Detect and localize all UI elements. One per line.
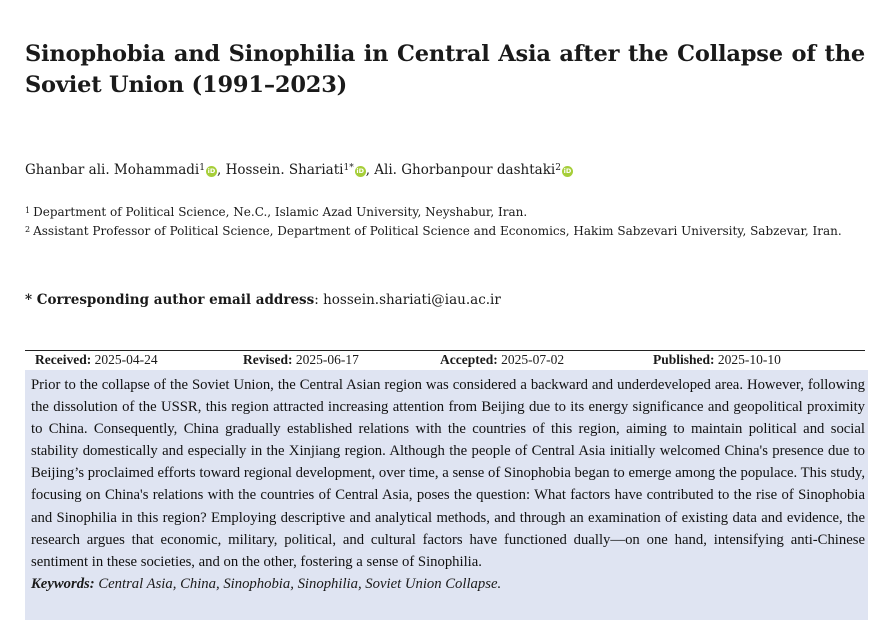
received-date (35, 352, 158, 368)
published-date (653, 352, 781, 368)
revised-date (243, 352, 359, 368)
received-value: 2025-04-24 (94, 352, 158, 367)
author-list: Ghanbar ali. Mohammadi$^1$ iD , Hossein. Shariati$^{1*}$ iD , Ali. Ghorbanpour dashtaki$^2$ iD (25, 162, 572, 178)
affiliation-text: Assistant Professor of Political Science, Department of Political Science and Economics, Hakim Sabzevari University, Sabzevar, Iran. (33, 224, 842, 238)
author-affil-number: 1* (343, 163, 354, 173)
corresponding-author: * Corresponding author email address: hossein.shariati@iau.ac.ir (25, 292, 501, 308)
revised-label: Revised: (243, 352, 293, 367)
corresponding-label: * Corresponding author email address (25, 292, 315, 308)
accepted-value: 2025-07-02 (501, 352, 565, 367)
revised-value: 2025-06-17 (295, 352, 359, 367)
affiliation (25, 221, 842, 240)
date-bar (25, 350, 865, 368)
published-value: 2025-10-10 (717, 352, 781, 367)
abstract-text: Prior to the collapse of the Soviet Union, the Central Asian region was considered a backward and underdeveloped area. However, following the dissolution of the USSR, this region attracted increasing attention from Beijing due to its energy significance and geopolitical proximity to China. Consequently, China gradually established relations with the countries of this region, aiming to maintain political and social stability domestically and especially in the Xinjiang region. Although the people of Central Asia initially welcomed China's presence due to Beijing’s proclaimed efforts toward regional development, over time, a sense of Sinophobia began to emerge among the populace. This study, focusing on China's relations with the countries of Central Asia, poses the question: What factors have contributed to the rise of Sinophobia and Sinophilia in this region? Employing descriptive and analytical methods, and through an examination of existing data and evidence, the research argues that economic, military, political, and cultural factors have functioned dually—on one hand, intensifying anti-Chinese sentiment in these societies, and on the other, fostering a sense of Sinophilia. (31, 377, 865, 570)
affiliation-number: 1 (25, 206, 31, 215)
affiliation-text: Department of Political Science, Ne.C., Islamic Azad University, Neyshabur, Iran. (33, 205, 528, 219)
paper-title: Sinophobia and Sinophilia in Central Asia after the Collapse of the Soviet Union (1991–2023) (25, 41, 865, 99)
orcid-icon[interactable]: iD (563, 167, 572, 175)
accepted-label: Accepted: (440, 352, 498, 367)
orcid-icon[interactable]: iD (207, 167, 216, 175)
affiliation (25, 202, 842, 221)
received-label: Received: (35, 352, 92, 367)
keywords-label: Keywords: (31, 575, 95, 592)
author-affil-number: 2 (555, 163, 561, 173)
author-name: Ali. Ghorbanpour dashtaki (374, 162, 556, 178)
abstract-box (25, 370, 868, 620)
corresponding-email[interactable]: hossein.shariati@iau.ac.ir (323, 292, 501, 308)
keywords-list: Central Asia, China, Sinophobia, Sinophilia, Soviet Union Collapse. (98, 575, 502, 592)
accepted-date (440, 352, 564, 368)
keywords (31, 573, 865, 595)
author-name: Hossein. Shariati (225, 162, 344, 178)
published-label: Published: (653, 352, 715, 367)
author-affil-number: 1 (199, 163, 205, 173)
affiliation-number: 2 (25, 225, 31, 234)
affiliation-list (25, 202, 842, 240)
author-name: Ghanbar ali. Mohammadi (25, 162, 200, 178)
orcid-icon[interactable]: iD (356, 167, 365, 175)
